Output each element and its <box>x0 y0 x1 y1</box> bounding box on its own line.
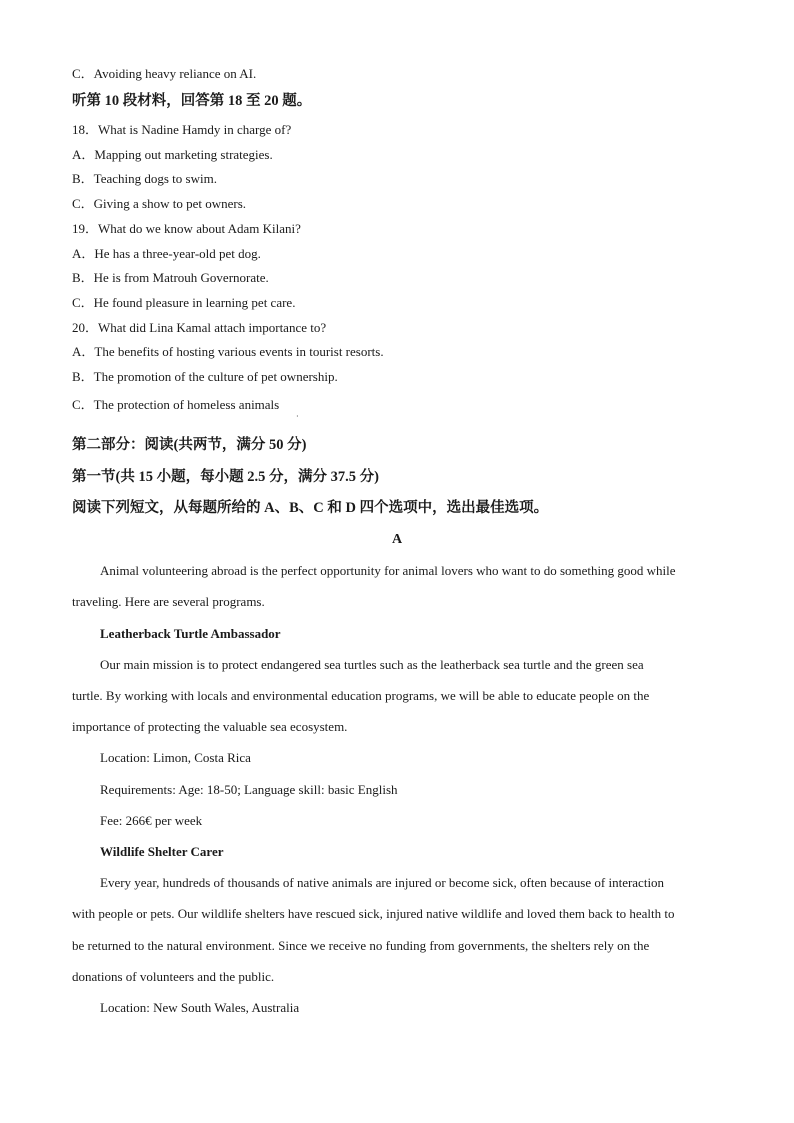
q20-option-a: A．The benefits of hosting various events in tourist resorts. <box>72 344 384 359</box>
program2-line-2: with people or pets. Our wildlife shelters have rescued sick, injured native wildlife and loved them back to health to <box>72 906 675 921</box>
q19-option-a: A．He has a three-year-old pet dog. <box>72 246 261 261</box>
q17-option-c: C．Avoiding heavy reliance on AI. <box>72 66 257 81</box>
passage-label: A <box>391 532 403 547</box>
program1-line-1: Our main mission is to protect endangered sea turtles such as the leatherback sea turtle and the green sea <box>100 657 644 672</box>
q20-stem: 20．What did Lina Kamal attach importance to? <box>72 320 327 335</box>
q20-option-b: B．The promotion of the culture of pet ownership. <box>72 369 338 384</box>
q18-option-b: B．Teaching dogs to swim. <box>72 171 217 186</box>
q18-option-c: C．Giving a show to pet owners. <box>72 196 247 211</box>
reading-instructions: 阅读下列短文，从每题所给的 A、B、C 和 D 四个选项中，选出最佳选项。 <box>72 500 549 516</box>
program1-location: Location: Limon, Costa Rica <box>100 750 251 765</box>
program1-requirements: Requirements: Age: 18-50; Language skill: basic English <box>100 782 398 797</box>
intro-line-2: traveling. Here are several programs. <box>72 594 265 609</box>
program2-line-4: donations of volunteers and the public. <box>72 969 275 984</box>
program1-line-3: importance of protecting the valuable sea ecosystem. <box>72 719 348 734</box>
intro-line-1: Animal volunteering abroad is the perfect opportunity for animal lovers who want to do something good while <box>100 563 676 578</box>
program1-line-2: turtle. By working with locals and environmental education programs, we will be able to educate people on the <box>72 688 650 703</box>
q19-option-b: B．He is from Matrouh Governorate. <box>72 270 269 285</box>
program1-title: Leatherback Turtle Ambassador <box>100 626 281 641</box>
q20-option-c: C．The protection of homeless animals <box>72 397 280 412</box>
program2-title: Wildlife Shelter Carer <box>100 844 224 859</box>
section10-header: 听第 10 段材料，回答第 18 至 20 题。 <box>72 93 312 109</box>
q18-stem: 18．What is Nadine Hamdy in charge of? <box>72 122 292 137</box>
q19-option-c: C．He found pleasure in learning pet care. <box>72 295 296 310</box>
reading-part-title: 第二部分：阅读(共两节，满分 50 分) <box>72 437 307 453</box>
q18-option-a: A．Mapping out marketing strategies. <box>72 147 273 162</box>
reading-section-title: 第一节(共 15 小题，每小题 2.5 分，满分 37.5 分) <box>72 469 379 485</box>
q19-stem: 19．What do we know about Adam Kilani? <box>72 221 301 236</box>
stray-dot: · <box>296 412 299 421</box>
program2-line-1: Every year, hundreds of thousands of native animals are injured or become sick, often because of interaction <box>100 875 665 890</box>
program2-line-3: be returned to the natural environment. Since we receive no funding from governments, the shelters rely on the <box>72 938 650 953</box>
program2-location: Location: New South Wales, Australia <box>100 1000 300 1015</box>
program1-fee: Fee: 266€ per week <box>100 813 203 828</box>
